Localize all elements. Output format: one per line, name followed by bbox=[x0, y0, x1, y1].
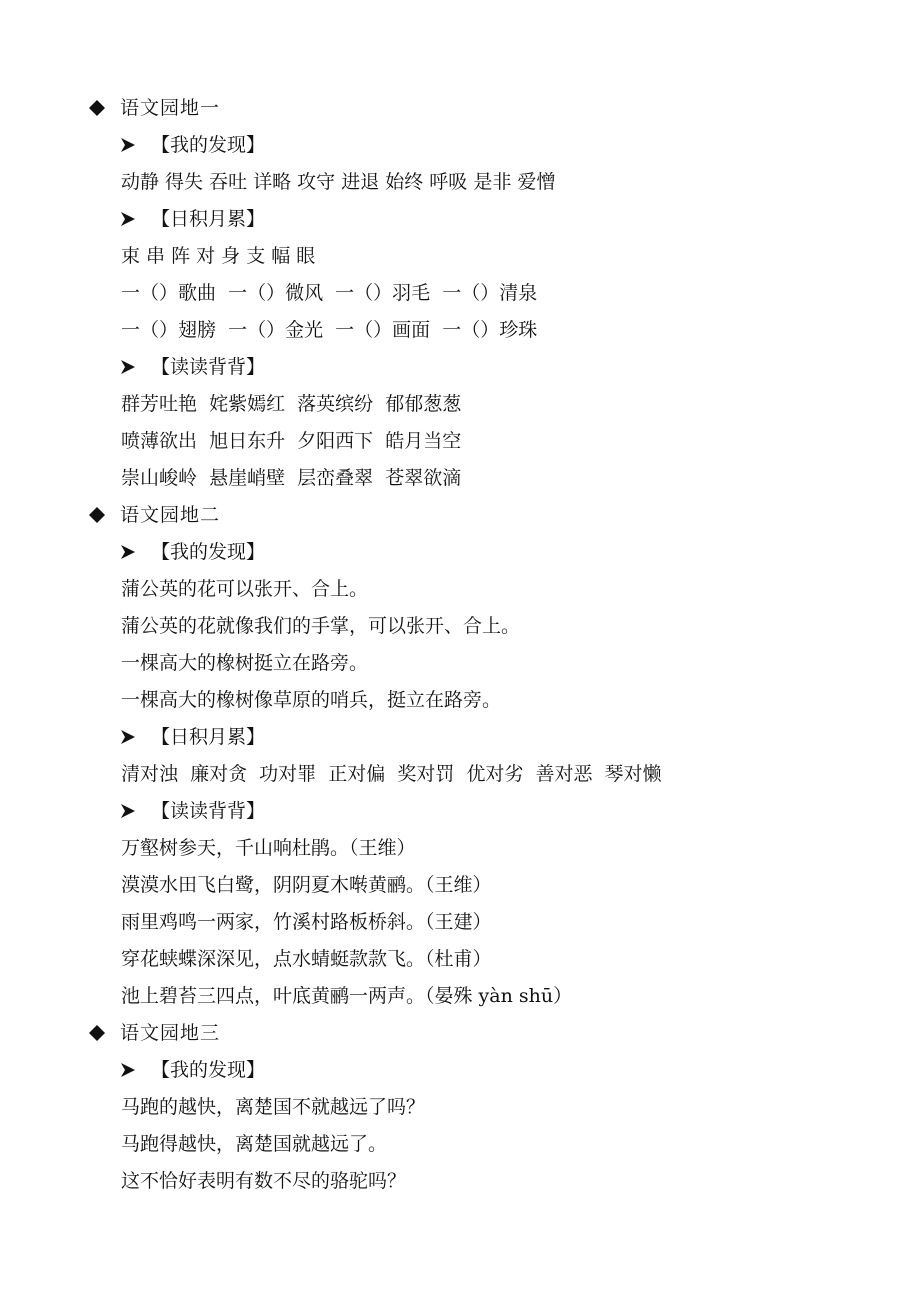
diamond-icon bbox=[89, 100, 105, 116]
document bbox=[0, 90, 920, 1200]
text-line: 穿花蛱蝶深深见，点水蜻蜓款款飞。（杜甫） bbox=[121, 948, 492, 970]
text-line: 一棵高大的橡树像草原的哨兵，挺立在路旁。 bbox=[121, 689, 502, 711]
section-heading bbox=[0, 497, 920, 534]
text-line: 池上碧苔三四点，叶底黄鹂一两声。（晏殊 yàn shū） bbox=[121, 985, 573, 1007]
diamond-icon bbox=[89, 507, 105, 523]
text-line: 这不恰好表明有数不尽的骆驼吗？ bbox=[121, 1170, 407, 1192]
subsection-heading bbox=[0, 349, 920, 386]
subsection-heading bbox=[0, 534, 920, 571]
text-line: 万壑树参天，千山响杜鹃。（王维） bbox=[121, 837, 416, 859]
section-title: 语文园地一 bbox=[120, 97, 221, 119]
subsection-title: 【读读背背】 bbox=[151, 356, 266, 378]
section-title: 语文园地二 bbox=[120, 504, 221, 526]
text-line: 马跑的越快，离楚国不就越远了吗？ bbox=[121, 1096, 426, 1118]
text-line: 清对浊 廉对贪 功对罪 正对偏 奖对罚 优对劣 善对恶 琴对懒 bbox=[121, 763, 662, 785]
section-heading bbox=[0, 1015, 920, 1052]
text-line: 蒲公英的花可以张开、合上。 bbox=[121, 578, 369, 600]
text-line: 群芳吐艳 姹紫嫣红 落英缤纷 郁郁葱葱 bbox=[121, 393, 462, 415]
section-title: 语文园地三 bbox=[120, 1022, 221, 1044]
arrowhead-icon bbox=[121, 212, 135, 226]
text-line: 蒲公英的花就像我们的手掌，可以张开、合上。 bbox=[121, 615, 521, 637]
subsection-title: 【日积月累】 bbox=[151, 208, 266, 230]
subsection-heading bbox=[0, 127, 920, 164]
arrowhead-icon bbox=[121, 804, 135, 818]
arrowhead-icon bbox=[121, 1063, 135, 1077]
arrowhead-icon bbox=[121, 138, 135, 152]
subsection-heading bbox=[0, 201, 920, 238]
subsection-title: 【读读背背】 bbox=[151, 800, 266, 822]
section-heading bbox=[0, 90, 920, 127]
subsection-title: 【我的发现】 bbox=[151, 541, 266, 563]
text-line: 一（）翅膀 一（）金光 一（）画面 一（）珍珠 bbox=[121, 319, 538, 341]
subsection-heading bbox=[0, 1052, 920, 1089]
text-line: 雨里鸡鸣一两家，竹溪村路板桥斜。（王建） bbox=[121, 911, 492, 933]
diamond-icon bbox=[89, 1025, 105, 1041]
text-line: 马跑得越快，离楚国就越远了。 bbox=[121, 1133, 388, 1155]
arrowhead-icon bbox=[121, 545, 135, 559]
subsection-heading bbox=[0, 719, 920, 756]
arrowhead-icon bbox=[121, 730, 135, 744]
text-line: 动静 得失 吞吐 详略 攻守 进退 始终 呼吸 是非 爱憎 bbox=[121, 171, 556, 193]
subsection-heading bbox=[0, 793, 920, 830]
arrowhead-icon bbox=[121, 360, 135, 374]
text-line: 崇山峻岭 悬崖峭壁 层峦叠翠 苍翠欲滴 bbox=[121, 467, 462, 489]
subsection-title: 【我的发现】 bbox=[151, 1059, 266, 1081]
text-line: 束 串 阵 对 身 支 幅 眼 bbox=[121, 245, 316, 267]
subsection-title: 【日积月累】 bbox=[151, 726, 266, 748]
subsection-title: 【我的发现】 bbox=[151, 134, 266, 156]
text-line: 一棵高大的橡树挺立在路旁。 bbox=[121, 652, 369, 674]
text-line: 喷薄欲出 旭日东升 夕阳西下 皓月当空 bbox=[121, 430, 462, 452]
text-line: 漠漠水田飞白鹭，阴阴夏木啭黄鹂。（王维） bbox=[121, 874, 492, 896]
text-line: 一（）歌曲 一（）微风 一（）羽毛 一（）清泉 bbox=[121, 282, 538, 304]
